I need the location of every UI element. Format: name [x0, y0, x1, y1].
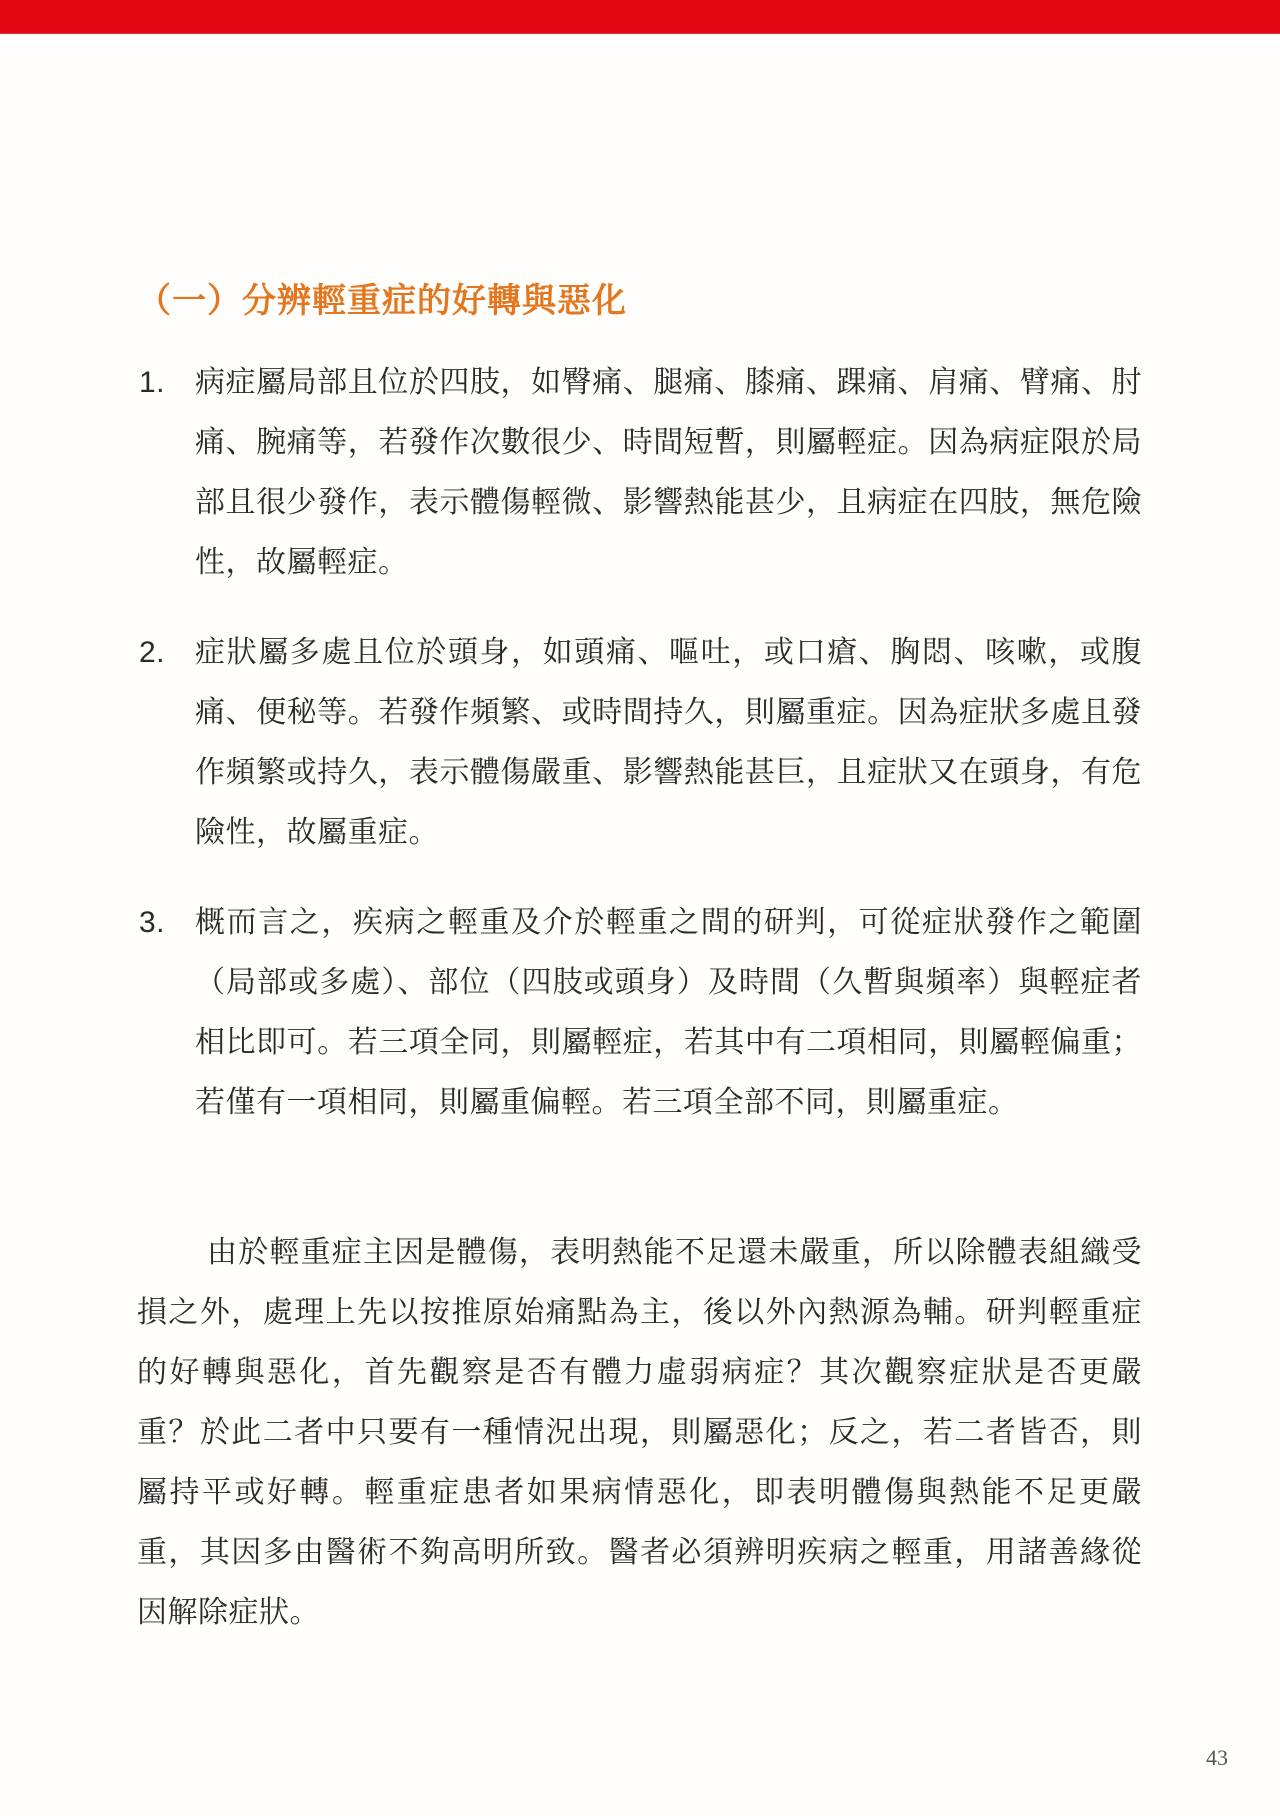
- page-number: 43: [1206, 1745, 1228, 1770]
- body-paragraph: 由於輕重症主因是體傷，表明熱能不足還未嚴重，所以除體表組織受損之外，處理上先以按推原始痛點為主，後以外內熱源為輔。研判輕重症的好轉與惡化，首先觀察是否有體力虛弱病症？其次觀察症狀是否更嚴重？於此二者中只要有一種情況出現，則屬惡化；反之，若二者皆否，則屬持平或好轉。輕重症患者如果病情惡化，即表明體傷與熱能不足更嚴重，其因多由醫術不夠高明所致。醫者必須辨明疾病之輕重，用諸善緣從因解除症狀。: [137, 1235, 1142, 1630]
- section-heading: （一）分辨輕重症的好轉與惡化: [137, 281, 627, 321]
- list-item-text: 症狀屬多處且位於頭身，如頭痛、嘔吐，或口瘡、胸悶、咳嗽，或腹痛、便秘等。若發作頻繁、或時間持久，則屬重症。因為症狀多處且發作頻繁或持久，表示體傷嚴重、影響熱能甚巨，且症狀又在頭身，有危險性，故屬重症。: [195, 635, 1142, 850]
- numbered-list-item-3: [137, 893, 1142, 1133]
- list-number: 1.: [139, 366, 166, 399]
- list-item: [137, 893, 1142, 1133]
- list-number: 2.: [139, 636, 166, 669]
- top-accent-bar: [0, 0, 1280, 34]
- list-number: 3.: [139, 906, 166, 939]
- list-item: [137, 623, 1142, 863]
- numbered-list-item-1: [137, 353, 1142, 593]
- list-item-text: 病症屬局部且位於四肢，如臀痛、腿痛、膝痛、踝痛、肩痛、臂痛、肘痛、腕痛等，若發作次數很少、時間短暫，則屬輕症。因為病症限於局部且很少發作，表示體傷輕微、影響熱能甚少，且病症在四肢，無危險性，故屬輕症。: [195, 365, 1142, 580]
- list-item-text: 概而言之，疾病之輕重及介於輕重之間的研判，可從症狀發作之範圍（局部或多處）、部位（四肢或頭身）及時間（久暫與頻率）與輕症者相比即可。若三項全同，則屬輕症，若其中有二項相同，則屬輕偏重；若僅有一項相同，則屬重偏輕。若三項全部不同，則屬重症。: [195, 905, 1142, 1120]
- list-item: [137, 353, 1142, 593]
- numbered-list-item-2: [137, 623, 1142, 863]
